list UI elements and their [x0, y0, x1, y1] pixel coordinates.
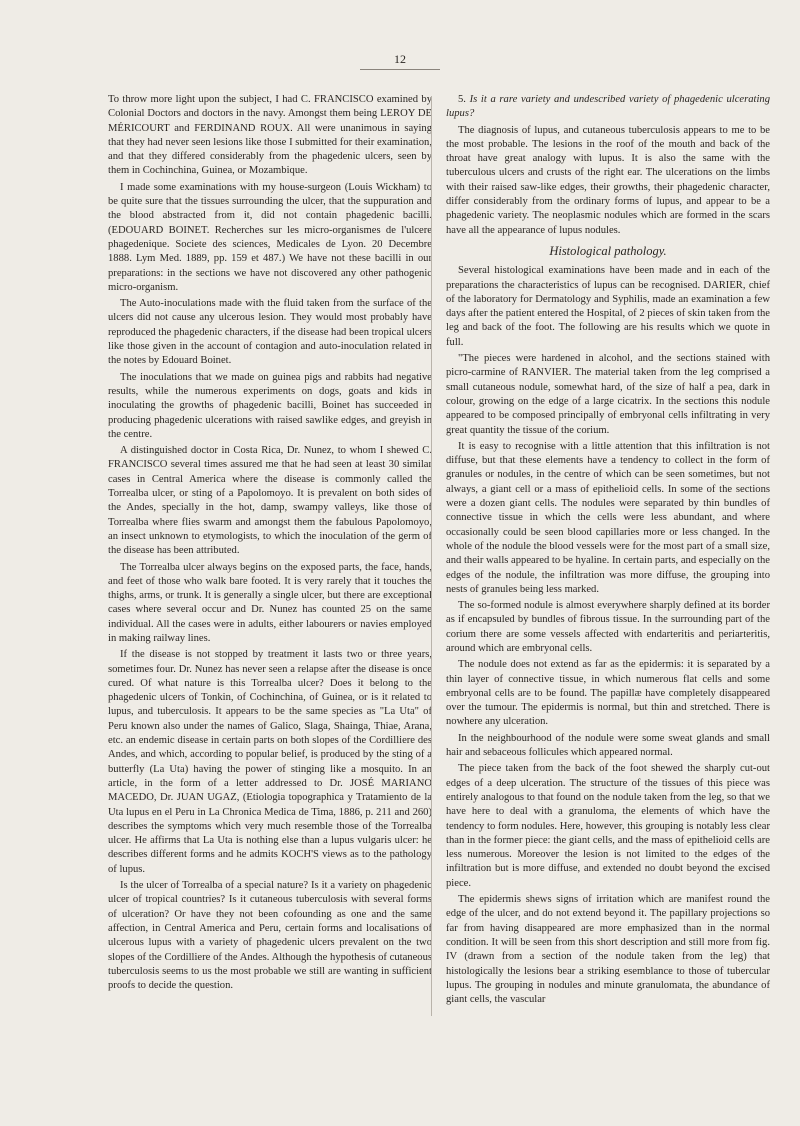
paragraph: To throw more light upon the subject, I had C. FRANCISCO examined by Colonial Doctors and doctors in the navy. Amongst them being LEROY DE MÉRICOURT and FERDINAND ROUX. All were unanimous in saying that they had never seen lesions like those I submitted for their examination, and that they differed considerably from the phagedenic ulcers, seen by them in Cochinchina, Guinea, or Mozambique.: [108, 94, 432, 177]
paragraph: A distinguished doctor in Costa Rica, Dr. Nunez, to whom I shewed C. FRANCISCO several times assured me that he had seen at least 30 similar cases in Central America where the disease is commonly called the Torrealba ulcer, or sting of a Papolomoyo. It is prevalent on both sides of the Andes, specially in the hot, damp, swampy valleys, like those of Torrealba where flies swarm and amongst them the fabulous Papolomoyo, an insect unknown to etymologists, to which the inoculation of the germ of the disease has been attributed.: [108, 445, 432, 557]
page-number: 12: [394, 52, 406, 66]
paragraph: The piece taken from the back of the foot shewed the sharply cut-out edges of a deep ulceration. The structure of the tissues of this piece was entirely analogous to that found on the nodule taken from the leg, so that we have here to deal with a granuloma, the elements of which have the tendency to form nodules. Here, however, this grouping is notably less clear than in the former piece: the giant cells, and the mass of epithelioid cells are less numerous. Moreover the lesion is not limited to the edges of the infiltration but is more diffuse, and extended no doubt beyond the excised piece.: [446, 763, 770, 889]
paragraph: The nodule does not extend as far as the epidermis: it is separated by a thin layer of connective tissue, in which numerous flat cells and some embryonal cells are to be found. The papillæ have completely disappeared over the tumour. The epidermis is normal, but thin and stretched. There is nowhere any ulceration.: [446, 659, 770, 728]
paragraph: The epidermis shews signs of irritation which are manifest round the edge of the ulcer, and do not extend beyond it. The papillary projections so far from having disappeared are more emphasized than in the normal condition. It will be seen from this short description and still more from fig. IV (drawn from a section of the nodule taken from the leg) that histologically the lesions bear a striking esemblance to those of tubercular lupus. The grouping in nodules and minute granulomata, the abundance of giant cells, the vascular: [446, 894, 770, 1006]
paragraph: The inoculations that we made on guinea pigs and rabbits had negative results, while the numerous experiments on dogs, goats and kids in inoculating the growths of phagedenic bacilli, Boinet has succeeded in producing phagedenic ulcerations with raised sawlike edges, and greyish in the centre.: [108, 371, 432, 440]
paragraph: In the neighbourhood of the nodule were some sweat glands and small hair and sebaceous follicules which appeared normal.: [446, 732, 770, 759]
paragraph: Is the ulcer of Torrealba of a special nature? Is it a variety on phagedenic ulcer of tropical countries? Is it cutaneous tuberculosis with several forms of ulceration? Or have they not been cofounding as one and the same affection, in Central America and Peru, certain forms and localisations of ulcerous lupus with a variety of phagedenic ulcers prevalent on the two slopes of the Cordilliere of the Andes. Although the hypothesis of cutaneous tuberculosis seems to us the most probable we still are wanting in sufficient proofs to decide the question.: [108, 880, 432, 992]
paragraph: "The pieces were hardened in alcohol, and the sections stained with picro-carmine of RANVIER. The material taken from the leg comprised a small cutaneous nodule, somewhat hard, of the size of half a pea, dark in colour, growing on the edge of a large cicatrix. In the sections this nodule appeared to be composed principally of embryonal cells infiltrating in very great quantity the tissue of the corium.: [446, 353, 770, 436]
right-column: [446, 93, 770, 1009]
question-number: 5.: [458, 94, 466, 105]
column-divider: [431, 96, 432, 1016]
paragraph: The Torrealba ulcer always begins on the exposed parts, the face, hands, and feet of those who walk bare footed. It is very rarely that it touches the thighs, arms, or trunk. It is generally a single ulcer, but there are exceptional cases where several occur and Dr. Nunez has counted 25 on the same individual. All the cases were in adults, either labourers or navies employed in making railway lines.: [108, 561, 432, 644]
question-text: Is it a rare variety and undescribed variety of phagedenic ulcerating lupus?: [446, 94, 771, 120]
paragraph: The diagnosis of lupus, and cutaneous tuberculosis appears to me to be the most probable. The lesions in the roof of the mouth and back of the throat have great analogy with lupus. It is also the same with the tuberculous ulcers and crusts of the right ear. The ulcerations on the limbs with their raised saw-like edges, their growths, their phagedenic character, differ considerably from the ordinary forms of lupus, and appear to be a phagedenic variety. The neoplasmic nodules which are formed in the scars have all the appearance of lupus nodules.: [446, 124, 770, 236]
paragraph: It is easy to recognise with a little attention that this infiltration is not diffuse, but that these elements have a tendency to collect in the form of granules or nodules, in the centre of which can be seen sometimes, but not always, a giant cell or a mass of epithelioid cells. In some of the sections were a dozen giant cells. The nodules were separated by thin bundles of connective tissue in which the cells were less abundant, and where occasionally could be seen blood capillaries more or less changed. In the whole of the nodule the blood vessels were for the most part of a small size, and their walls appeared to be hyaline. In certain parts, and especially on the edges of the nodule, the infiltration was more diffuse, the grouping into nests of granules being less marked.: [446, 440, 770, 595]
paragraph: The so-formed nodule is almost everywhere sharply defined at its border as if encapsuled by bundles of fibrous tissue. In the surrounding part of the corium there are some vessels affected with endarteritis and periarteritis, around which are embryonal cells.: [446, 600, 770, 654]
paragraph: The Auto-inoculations made with the fluid taken from the surface of the ulcers did not cause any ulcerous lesion. They would most probably have reproduced the phagedenic characters, if the disease had been tropical ulcers like those given in the account of contagion and auto-inoculation related in the notes by Edouard Boinet.: [108, 298, 432, 367]
paragraph: Several histological examinations have been made and in each of the preparations the characteristics of lupus can be recognised. DARIER, chief of the laboratory for Dermatology and Syphilis, made an examination a few days after the patient entered the Hospital, of 2 pieces of skin taken from the leg and back of the foot. The following are his results which we quote in full.: [446, 265, 770, 348]
section-heading: Histological pathology.: [549, 243, 667, 258]
header-rule: [360, 69, 440, 70]
question-heading: [446, 93, 770, 122]
paragraph: If the disease is not stopped by treatment it lasts two or three years, sometimes four. Dr. Nunez has never seen a relapse after the disease is once cured. Of what nature is this Torrealba ulcer? Does it belong to the phagedenic ulcers of Tonkin, of Cochinchina, of Guinea, or is it related to lupus, and tuberculosis. It appears to be the same species as "La Uta" of Peru known also under the names of Galico, Slaga, Shainga, Thiae, Arana, etc. an endemic disease in certain parts on both slopes of the Cordilliere des Andes, and which, according to popular belief, is produced by the sting of a butterfly (La Uta) having the power of stinging like a mosquito. In an article, in the form of a letter addressed to Dr. JOSÉ MARIANO MACEDO, Dr. JUAN UGAZ, (Etiologia topographica y Tratamiento de la Uta lupus en el Peru in La Chronica Medica de Tima, 1886, p. 211 and 260) describes the symptoms which very much resemble those of the Torrealba ulcer. He affirms that La Uta is nothing else than a lupus vulgaris ulcer: he describes different forms and he admits KOCH'S views as to the pathology of lupus.: [108, 649, 432, 875]
paragraph: I made some examinations with my house-surgeon (Louis Wickham) to be quite sure that the tissues surrounding the ulcer, that the suppuration and the blood abstracted from it, did not contain phagedenic bacilli. (EDOUARD BOINET. Recherches sur les micro-organismes de l'ulcere phagedenique. Societe des sciences, Medicales de Lyon. 20 Decembre 1888. Lym Med. 1889, pp. 159 et 487.) We have not these bacilli in our preparations: in the sections we have not discovered any other pathogenic micro-organism.: [108, 181, 432, 293]
left-column: [108, 93, 432, 995]
